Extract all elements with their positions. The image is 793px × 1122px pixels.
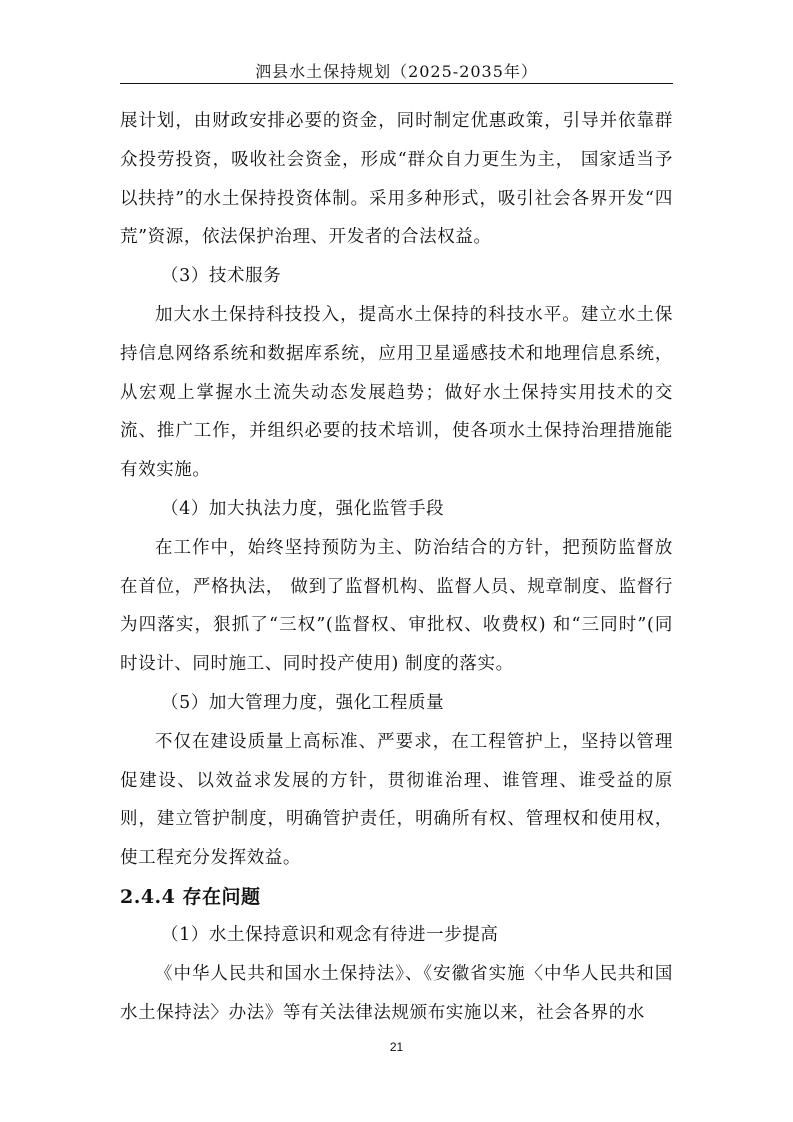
page-body: [120, 102, 673, 1032]
paragraph-funding: 展计划，由财政安排必要的资金，同时制定优惠政策，引导并依靠群众投劳投资，吸收社会资金，形成“群众自力更生为主， 国家适当予以扶持”的水土保持投资体制。采用多种形式，吸引社会各界开发“四荒”资源，依法保护治理、开发者的合法权益。: [120, 111, 673, 248]
subheading-awareness: （1）水土保持意识和观念有待进一步提高: [161, 924, 499, 945]
section-heading-existing-problems: 2.4.4 存在问题: [120, 885, 261, 908]
paragraph-awareness: 《中华人民共和国水土保持法》、《安徽省实施〈中华人民共和国水土保持法〉办法》等有关法律法规颁布实施以来，社会各界的水: [120, 963, 673, 1023]
paragraph-management: 不仅在建设质量上高标准、严要求，在工程管护上，坚持以管理促建设、以效益求发展的方针，贯彻谁治理、谁管理、谁受益的原则，建立管护制度，明确管护责任，明确所有权、管理权和使用权，使工程充分发挥效益。: [120, 731, 673, 869]
subheading-technical-service: （3）技术服务: [161, 266, 282, 287]
header-rule: [120, 83, 673, 84]
subheading-law-enforcement: （4）加大执法力度，强化监管手段: [161, 498, 445, 519]
paragraph-technical-service: 加大水土保持科技投入，提高水土保持的科技水平。建立水土保持信息网络系统和数据库系统，应用卫星遥感技术和地理信息系统，从宏观上掌握水土流失动态发展趋势；做好水土保持实用技术的交流、推广工作，并组织必要的技术培训，使各项水土保持治理措施能有效实施。: [120, 304, 673, 481]
paragraph-law-enforcement: 在工作中，始终坚持预防为主、防治结合的方针，把预防监督放在首位，严格执法， 做到了监督机构、监督人员、规章制度、监督行为四落实，狠抓了“三权”(监督权、审批权、收费权) 和“三同时”(同时设计、同时施工、同时投产使用) 制度的落实。: [120, 537, 673, 675]
running-header: 泗县水土保持规划（2025-2035年）: [255, 62, 538, 81]
subheading-management: （5）加大管理力度，强化工程质量: [161, 692, 445, 713]
page-number: 21: [389, 1040, 404, 1054]
